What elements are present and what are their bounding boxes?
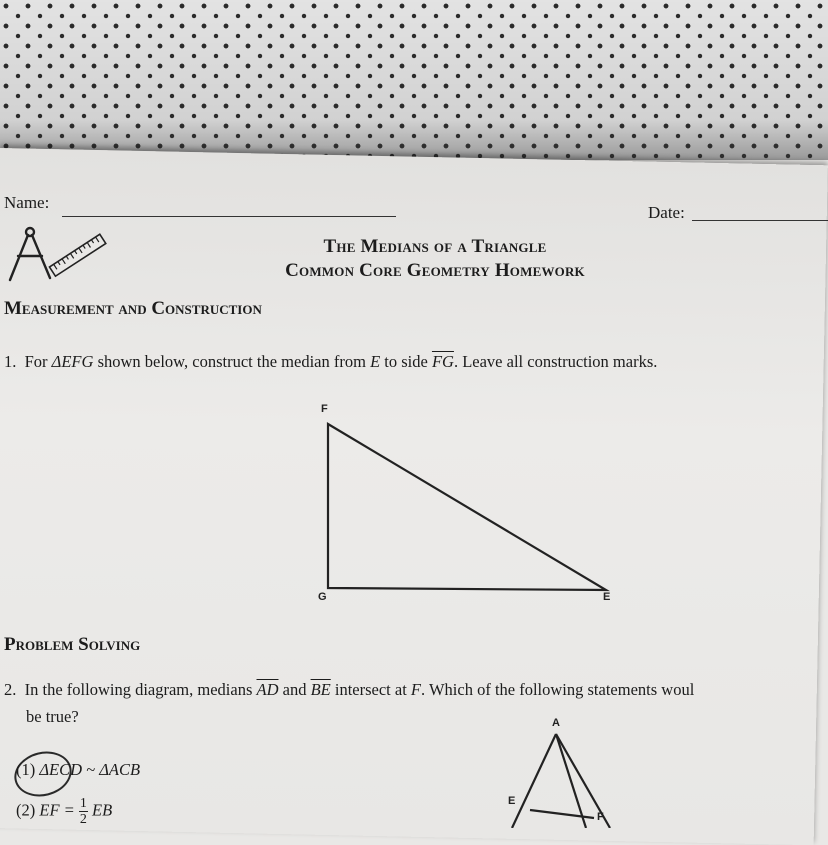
choice-expression-lhs: EF = bbox=[39, 800, 79, 820]
choice-expression-rhs: EB bbox=[92, 800, 113, 820]
section-heading-measurement: Measurement and Construction bbox=[4, 298, 262, 319]
diagram-label-a: A bbox=[552, 717, 560, 729]
segment-name: $\overline{FG}$ bbox=[431, 352, 454, 371]
fraction-numerator: 1 bbox=[79, 796, 87, 811]
segment-be: $\overline{BE}$ bbox=[310, 680, 331, 699]
question-number: 1. bbox=[4, 352, 17, 371]
date-label: Date: bbox=[648, 203, 685, 222]
segment-ad: $\overline{AD}$ bbox=[256, 680, 279, 699]
question-text: shown below, construct the median from bbox=[93, 352, 371, 371]
diagram-label-e: E bbox=[508, 795, 516, 807]
point-f: F bbox=[410, 680, 422, 699]
answer-choice-2[interactable] bbox=[16, 796, 112, 827]
question-text: . Which of the following statements woul bbox=[421, 680, 695, 699]
triangle-name: ΔEFG bbox=[51, 352, 94, 371]
vertex-variable: E bbox=[370, 352, 381, 371]
diagram-label-f: F bbox=[597, 811, 604, 823]
date-field-line bbox=[692, 220, 828, 221]
question-2-continued: be true? bbox=[26, 707, 79, 726]
vertex-label-g: G bbox=[318, 591, 327, 603]
worksheet-subtitle: Common Core Geometry Homework bbox=[285, 260, 585, 281]
fraction bbox=[79, 796, 88, 827]
vertex-label-e: E bbox=[603, 591, 611, 603]
worksheet-title: The Medians of a Triangle bbox=[323, 236, 547, 257]
question-text: In the following diagram, medians bbox=[24, 680, 257, 699]
question-text: and bbox=[278, 680, 311, 699]
choice-number: (2) bbox=[16, 800, 36, 820]
question-1 bbox=[4, 352, 657, 372]
question-text: . Leave all construction marks. bbox=[453, 352, 658, 371]
section-heading-problem-solving: Problem Solving bbox=[4, 634, 141, 655]
median-triangle-diagram bbox=[490, 712, 650, 828]
choice-expression: ΔECD ~ ΔACB bbox=[39, 760, 141, 779]
name-label: Name: bbox=[4, 193, 50, 212]
choice-number: (1) bbox=[16, 760, 36, 779]
question-number: 2. bbox=[4, 680, 17, 699]
answer-choice-1[interactable] bbox=[16, 760, 140, 780]
name-field-line bbox=[62, 216, 396, 217]
question-2 bbox=[4, 680, 694, 700]
fraction-denominator: 2 bbox=[79, 812, 87, 827]
question-text: to side bbox=[380, 352, 432, 371]
triangle-efg-diagram bbox=[300, 396, 630, 606]
question-text: intersect at bbox=[330, 680, 411, 699]
question-text: For bbox=[24, 352, 52, 371]
vertex-label-f: F bbox=[321, 403, 328, 415]
